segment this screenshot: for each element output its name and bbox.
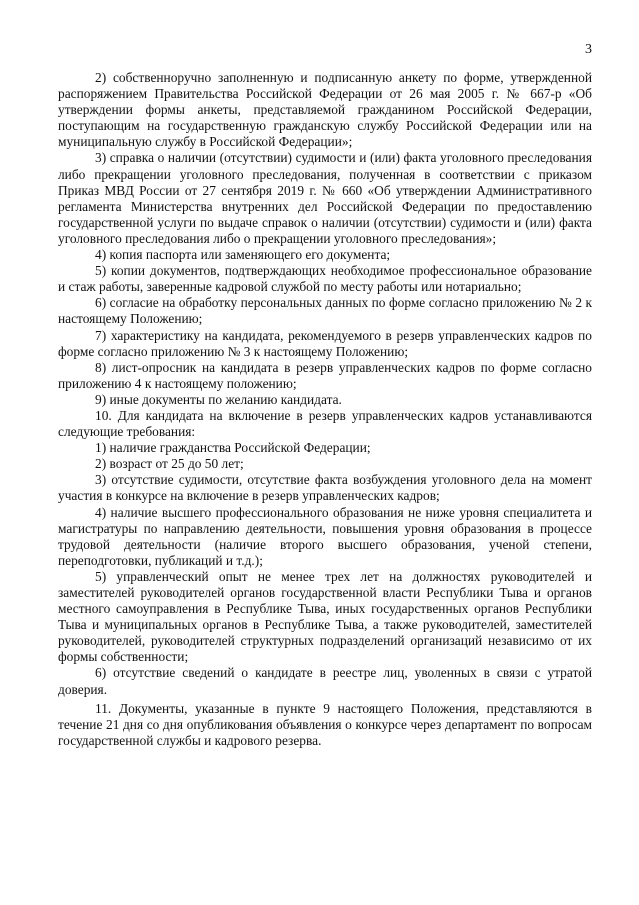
paragraph-requirement-6-trust-registry: 6) отсутствие сведений о кандидате в реестре лиц, уволенных в связи с утратой доверия. [58, 665, 592, 697]
paragraph-item-9-other-documents: 9) иные документы по желанию кандидата. [95, 391, 342, 407]
paragraph-item-5-education-documents: 5) копии документов, подтверждающих необходимое профессиональное образование и стаж работы, заверенные кадровой службой по месту работы или нотариально; [58, 263, 592, 295]
paragraph-requirement-1-citizenship: 1) наличие гражданства Российской Федерации; [95, 440, 371, 456]
paragraph-item-4-passport-copy: 4) копия паспорта или заменяющего его документа; [95, 247, 391, 263]
page-number: 3 [585, 42, 592, 57]
paragraph-item-2-questionnaire: 2) собственноручно заполненную и подписанную анкету по форме, утвержденной распоряжением Правительства Российской Федерации от 26 мая 2005 г. № 667-р «Об утверждении формы анкеты, представляемой гражданином Российской Федерации, поступающим на государственную гражданскую службу Российской Федерации или на муниципальную службу в Российской Федерации»; [58, 70, 592, 150]
paragraph-item-7-characteristic: 7) характеристику на кандидата, рекомендуемого в резерв управленческих кадров по форме согласно приложению № 3 к настоящему Положению; [58, 327, 592, 359]
paragraph-section-11-submission: 11. Документы, указанные в пункте 9 настоящего Положения, представляются в течение 21 дня со дня опубликования объявления о конкурсе через департамент по вопросам государственной службы и кадрового резерва. [58, 700, 592, 748]
paragraph-item-3-criminal-record-certificate: 3) справка о наличии (отсутствии) судимости и (или) факта уголовного преследования либо прекращении уголовного преследования, полученная в соответствии с приказом Приказ МВД России от 27 сентября 2019 г. № 660 «Об утверждении Административного регламента Министерства внутренних дел Российской Федерации по предоставлению государственной услуги по выдаче справок о наличии (отсутствии) судимости и (или) факта уголовного преследования либо о прекращении уголовного преследования»; [58, 150, 592, 246]
document-body [58, 70, 592, 749]
paragraph-item-6-data-consent: 6) согласие на обработку персональных данных по форме согласно приложению № 2 к настоящему Положению; [58, 295, 592, 327]
paragraph-requirement-5-management-experience: 5) управленческий опыт не менее трех лет на должностях руководителей и заместителей руководителей органов государственной власти Республики Тыва и органов местного самоуправления в Республике Тыва, иных государственных органов Республики Тыва и муниципальных органов в Республике Тыва, а также руководителей, заместителей руководителей, руководителей структурных подразделений организаций независимо от их формы собственности; [58, 568, 592, 665]
paragraph-requirement-4-education: 4) наличие высшего профессионального образования не ниже уровня специалитета и магистратуры по направлению деятельности, повышения уровня образования в процессе трудовой деятельности (наличие второго высшего образования, ученой степени, переподготовки, публикаций и т.д.); [58, 504, 592, 568]
paragraph-section-10-requirements: 10. Для кандидата на включение в резерв управленческих кадров устанавливаются следующие требования: [58, 407, 592, 440]
paragraph-item-8-questionnaire-sheet: 8) лист-опросник на кандидата в резерв управленческих кадров по форме согласно приложению 4 к настоящему положению; [58, 359, 592, 391]
paragraph-requirement-2-age: 2) возраст от 25 до 50 лет; [95, 456, 244, 472]
paragraph-requirement-3-no-conviction: 3) отсутствие судимости, отсутствие факта возбуждения уголовного дела на момент участия в конкурсе на включение в резерв управленческих кадров; [58, 472, 592, 504]
